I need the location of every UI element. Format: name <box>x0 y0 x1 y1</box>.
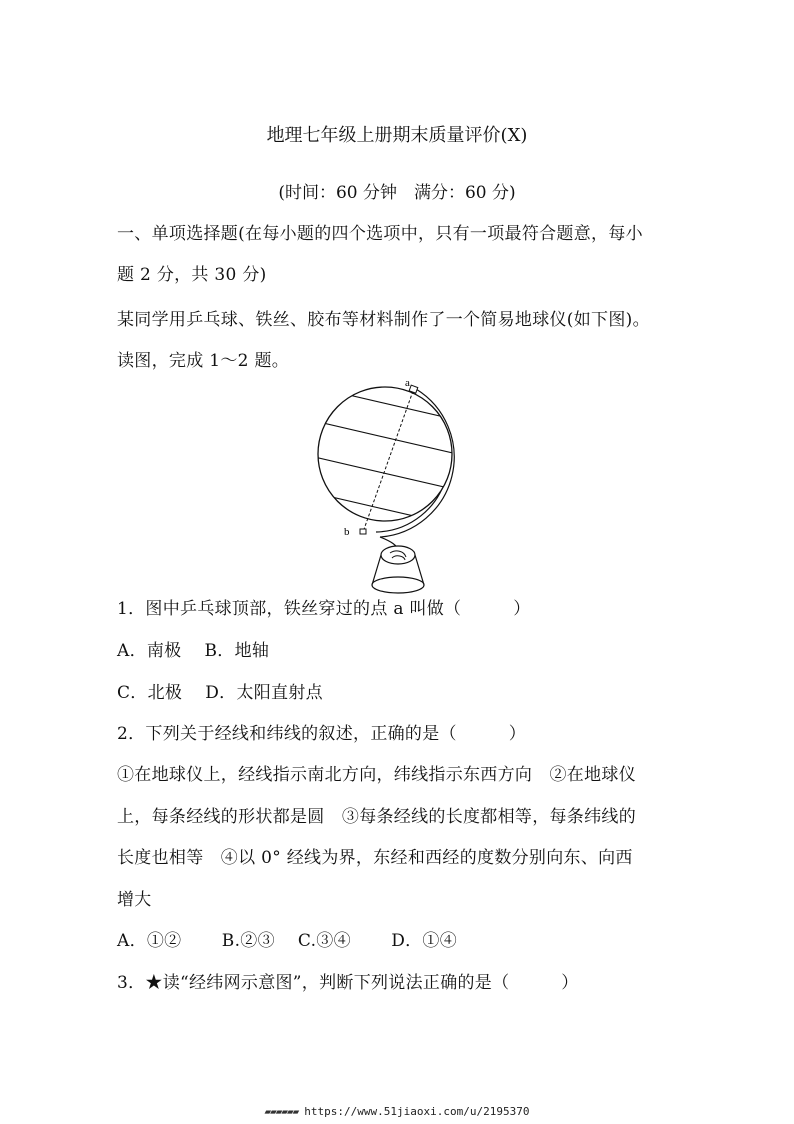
label-a: a <box>405 377 410 389</box>
q2-options: A．①② B.②③ C.③④ D．①④ <box>117 931 458 951</box>
globe-figure <box>310 373 480 595</box>
globe-sphere <box>318 387 452 521</box>
footer-url[interactable]: https://www.51jiaoxi.com/u/2195370 <box>304 1105 530 1118</box>
q3-stem: 3．★读“经纬网示意图”，判断下列说法正确的是（ ） <box>117 973 579 993</box>
intro-line-1: 某同学用乒乓球、铁丝、胶布等材料制作了一个简易地球仪(如下图)。 <box>117 310 650 330</box>
stand-top <box>381 546 415 564</box>
footer-logo-mark: ▰▰▰▰▰▰ <box>264 1105 299 1118</box>
q2-body-1: ①在地球仪上，经线指示南北方向，纬线指示东西方向 ②在地球仪 <box>117 765 636 785</box>
label-b: b <box>344 526 350 538</box>
q2-body-4: 增大 <box>117 890 152 910</box>
section-heading-line-2: 题 2 分，共 30 分) <box>117 265 267 285</box>
stand-base <box>372 577 424 593</box>
q2-body-2: 上，每条经线的形状都是圆 ③每条经线的长度都相等，每条纬线的 <box>117 807 636 827</box>
footer <box>0 1105 794 1118</box>
intro-line-2: 读图，完成 1～2 题。 <box>117 351 290 371</box>
bottom-clamp <box>360 529 366 534</box>
q1-options-1: A．南极 B．地轴 <box>117 641 270 661</box>
page-title: 地理七年级上册期末质量评价(X) <box>266 125 528 146</box>
q2-stem: 2．下列关于经线和纬线的叙述，正确的是（ ） <box>117 724 527 744</box>
exam-info: (时间：60 分钟 满分：60 分) <box>278 183 516 203</box>
q2-body-3: 长度也相等 ④以 0° 经线为界，东经和西经的度数分别向东、向西 <box>117 848 633 868</box>
q1-options-2: C．北极 D．太阳直射点 <box>117 683 323 703</box>
section-heading-line-1: 一、单项选择题(在每小题的四个选项中，只有一项最符合题意，每小 <box>117 224 643 244</box>
q1-stem: 1．图中乒乓球顶部，铁丝穿过的点 a 叫做（ ） <box>117 599 531 619</box>
